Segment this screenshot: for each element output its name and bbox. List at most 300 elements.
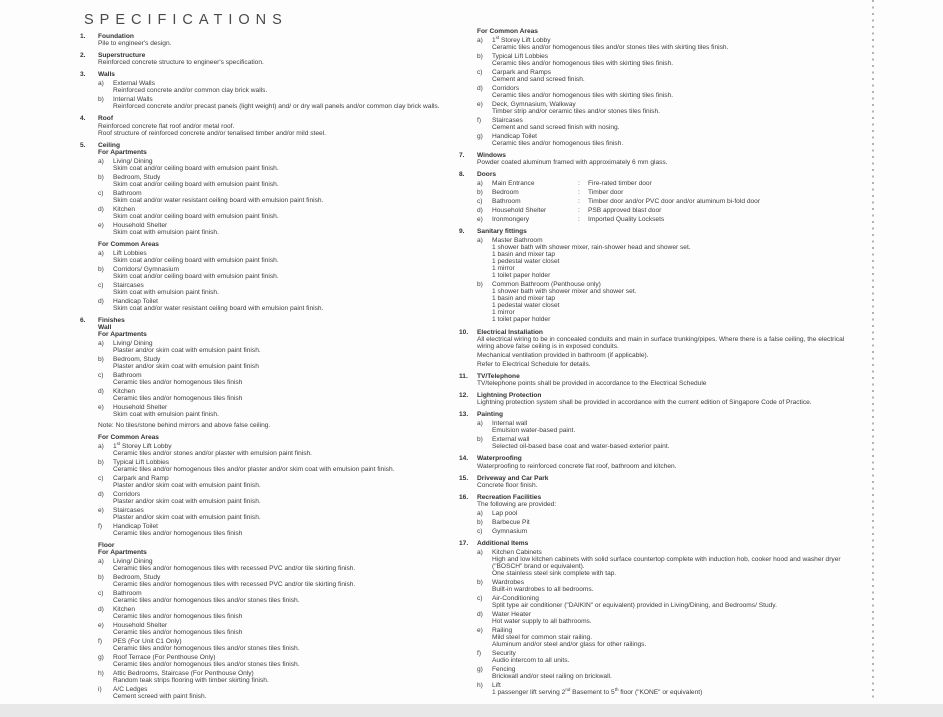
- item-description: Plaster and/or skim coat with emulsion paint finish.: [113, 514, 261, 522]
- item-label: Living/ Dining: [113, 157, 153, 165]
- spec-section-10: [459, 329, 857, 368]
- item-content: [492, 549, 857, 577]
- item-description: Selected oil-based base coat and water-based exterior paint.: [492, 443, 670, 451]
- item-letter: e): [98, 506, 104, 514]
- item-description: Skim coat with emulsion paint finish.: [113, 410, 219, 418]
- item-description: 1 mirror: [492, 264, 515, 272]
- spec-section-17: [459, 540, 857, 696]
- item-label: Household Shelter: [113, 403, 168, 411]
- section-body: [477, 237, 857, 324]
- spec-section-2: [80, 52, 450, 66]
- item-letter: d): [477, 206, 483, 214]
- item-content: [492, 69, 857, 83]
- list-item: [477, 510, 857, 517]
- section-heading: [459, 494, 857, 501]
- item-content: [492, 53, 857, 67]
- list-item: [98, 340, 450, 354]
- item-description: Ceramic tiles and/or homogenous tiles finish: [113, 530, 243, 538]
- item-description: Plaster and/or skim coat with emulsion paint finish.: [113, 482, 261, 490]
- item-letter: d): [98, 491, 104, 498]
- item-description: Audio intercom to all units.: [492, 656, 570, 664]
- subheading: For Apartments: [98, 549, 147, 557]
- text-line: Reinforced concrete structure to engineer's specification.: [98, 59, 264, 67]
- list-item: [477, 611, 857, 625]
- section-title: Doors: [477, 171, 497, 179]
- section-body: [477, 399, 857, 406]
- item-description: Ceramic tiles and/or homogenous tiles with skirting tiles finish.: [492, 91, 674, 99]
- item-letter: b): [98, 96, 104, 104]
- section-title: Additional Items: [477, 539, 529, 547]
- list-item: [98, 670, 450, 684]
- section-body: [477, 463, 857, 470]
- paragraph: [98, 123, 450, 137]
- door-row: [477, 189, 857, 196]
- item-description: Skim coat and/or water resistant ceiling board with emulsion paint finish.: [113, 196, 324, 204]
- item-label: Corridors/ Gymnasium: [113, 265, 179, 273]
- spec-section-continued: [459, 28, 857, 147]
- section-heading: [459, 228, 857, 235]
- spec-section-9: [459, 228, 857, 324]
- section-heading: [459, 152, 857, 159]
- section-title: Sanitary fittings: [477, 227, 527, 235]
- item-letter: c): [98, 475, 104, 483]
- section-title: Ceiling: [98, 141, 120, 149]
- paragraph: [98, 59, 450, 66]
- item-label: Household Shelter: [113, 221, 168, 229]
- list-item: [98, 590, 450, 604]
- item-letter: a): [98, 249, 104, 257]
- section-heading: [459, 475, 857, 482]
- section-number: 2.: [80, 52, 86, 60]
- item-letter: c): [98, 189, 104, 197]
- list-item: [98, 459, 450, 473]
- superscript: th: [614, 686, 619, 692]
- list-item: [98, 686, 450, 700]
- list-item: [98, 250, 450, 264]
- door-value: Imported Quality Locksets: [588, 215, 665, 223]
- item-label: Internal wall: [492, 420, 528, 428]
- item-label: Deck, Gymnasium, Walkway: [492, 100, 576, 108]
- item-description: Split type air conditioner ("DAIKIN" or equivalent) provided in Living/Dining, and Bedrooms/ Study.: [492, 601, 777, 609]
- item-letter: g): [477, 665, 483, 673]
- section-heading: [80, 142, 450, 149]
- list-item: [98, 356, 450, 370]
- item-description: Skim coat and/or water resistant ceiling board with emulsion paint finish.: [113, 304, 324, 312]
- item-description: 1 pedestal water closet: [492, 257, 560, 265]
- item-letter: b): [98, 265, 104, 273]
- item-content: [113, 686, 450, 700]
- item-label: Kitchen: [113, 205, 135, 213]
- list-item: [98, 440, 450, 458]
- section-body: [98, 40, 450, 47]
- list-item: [98, 80, 450, 94]
- section-title: Walls: [98, 71, 115, 79]
- item-letter: b): [477, 436, 483, 444]
- item-label: Fencing: [492, 665, 516, 673]
- item-content: [492, 682, 857, 696]
- item-description: Ceramic tiles and/or homogenous tiles finish: [113, 379, 243, 386]
- item-description: Skim coat and/or ceiling board with emulsion paint finish.: [113, 180, 279, 188]
- item-label: Kitchen: [113, 387, 135, 395]
- section-heading: [80, 317, 450, 324]
- item-letter: c): [477, 68, 483, 76]
- section-title: Windows: [477, 151, 506, 159]
- item-label: Gymnasium: [492, 527, 528, 535]
- item-description: 1 basin and mixer tap: [492, 295, 556, 303]
- section-body: [98, 123, 450, 137]
- item-description: Random teak strips flooring with timber skirting finish.: [113, 677, 269, 685]
- section-body: [477, 336, 857, 368]
- item-description: Reinforced concrete and/or common clay brick walls.: [113, 87, 268, 95]
- item-description: Ceramic tiles and/or homogenous tiles and/or stones tiles finish.: [113, 645, 300, 653]
- item-content: [113, 174, 450, 188]
- section-title: Lightning Protection: [477, 392, 542, 400]
- item-description: Cement screed with paint finish.: [113, 693, 207, 701]
- text-line: Reinforced concrete flat roof and/or metal roof.: [98, 122, 235, 130]
- section-title: Roof: [98, 115, 114, 123]
- item-content: [492, 595, 857, 609]
- item-label: Living/ Dining: [113, 339, 153, 347]
- section-number: 8.: [459, 171, 465, 179]
- list-item: [477, 549, 857, 577]
- section-title: Recreation Facilities: [477, 493, 542, 501]
- spec-section-3: [80, 71, 450, 110]
- section-title: Foundation: [98, 33, 134, 40]
- section-number: 5.: [80, 141, 86, 149]
- list-item: [477, 53, 857, 67]
- item-letter: b): [477, 578, 483, 586]
- section-heading: [459, 373, 857, 380]
- list-item: [477, 281, 857, 324]
- text-line: Mechanical ventilation provided in bathroom (if applicable).: [477, 351, 649, 359]
- item-description: 1 mirror: [492, 309, 515, 317]
- item-label: Carpark and Ramps: [492, 68, 552, 76]
- list-item: [98, 206, 450, 220]
- item-content: [113, 491, 450, 505]
- item-letter: c): [98, 590, 104, 598]
- paragraph: [477, 361, 857, 368]
- item-content: [492, 666, 857, 680]
- item-content: [492, 510, 857, 517]
- item-letter: b): [477, 52, 483, 60]
- item-description: 1 pedestal water closet: [492, 302, 560, 310]
- item-content: [113, 574, 450, 588]
- item-letter: f): [477, 116, 482, 124]
- item-label: Typical Lift Lobbies: [492, 52, 549, 60]
- item-letter: d): [98, 606, 104, 614]
- colon-separator: :: [578, 197, 580, 205]
- subheading: For Apartments: [98, 331, 147, 339]
- item-letter: a): [477, 236, 483, 244]
- item-label: Roof Terrace (For Penthouse Only): [113, 654, 216, 662]
- list-item: [98, 507, 450, 521]
- item-label: Lap pool: [492, 509, 518, 517]
- item-label: Handicap Toilet: [113, 522, 158, 530]
- list-item: [477, 34, 857, 51]
- item-content: [492, 237, 857, 280]
- item-content: [113, 404, 450, 418]
- section-body: [98, 80, 450, 110]
- text-line: Lightning protection system shall be provided in accordance with the current edition of Singapore Code of Practice.: [477, 399, 812, 407]
- section-body: [477, 482, 857, 489]
- section-body: [477, 159, 857, 166]
- section-number: 11.: [459, 373, 468, 380]
- item-content: [113, 475, 450, 489]
- item-description: Skim coat and/or ceiling board with emulsion paint finish.: [113, 212, 279, 220]
- text-line: Waterproofing to reinforced concrete flat roof, bathroom and kitchen.: [477, 462, 677, 470]
- item-letter: d): [477, 610, 483, 618]
- section-number: 15.: [459, 474, 469, 482]
- item-letter: b): [98, 459, 104, 467]
- text-line: Roof structure of reinforced concrete and/or tenalised timber and/or mild steel.: [98, 129, 326, 137]
- list-item: [98, 282, 450, 296]
- superscript: nd: [565, 686, 571, 692]
- colon-separator: :: [578, 215, 580, 223]
- list-item: [477, 420, 857, 434]
- item-label: Barbecue Pit: [492, 518, 530, 526]
- list-item: [477, 650, 857, 664]
- door-row: [477, 180, 857, 187]
- item-description: Skim coat and/or ceiling board with emulsion paint finish.: [113, 272, 279, 280]
- item-description: Ceramic tiles and/or homogenous tiles and/or stones tiles finish.: [113, 597, 300, 605]
- item-content: [113, 590, 450, 604]
- item-description: Brickwall and/or steel railing on brickwall.: [492, 672, 612, 680]
- list-item: [98, 158, 450, 172]
- item-content: [113, 282, 450, 296]
- page-edge-bottom: [0, 704, 943, 717]
- text-line: The following are provided:: [477, 500, 557, 508]
- door-value: Timber door: [588, 188, 624, 196]
- door-label: Household Shelter: [492, 206, 547, 214]
- list-item: [98, 475, 450, 489]
- section-heading: [459, 455, 857, 462]
- list-item: [98, 638, 450, 652]
- item-description: Plaster and/or skim coat with emulsion paint finish.: [113, 347, 261, 355]
- list-item: [477, 133, 857, 147]
- item-description: One stainless steel sink complete with tap.: [492, 569, 617, 577]
- item-letter: c): [477, 594, 483, 602]
- item-description: Cement and sand screed finish with nosing.: [492, 123, 620, 131]
- list-item: [98, 622, 450, 636]
- perforation-dashed-line: [872, 0, 874, 702]
- section-number: 16.: [459, 493, 469, 501]
- list-item: [477, 579, 857, 593]
- section-heading: [80, 115, 450, 122]
- item-label: Bedroom, Study: [113, 173, 161, 181]
- list-item: [98, 574, 450, 588]
- item-letter: c): [98, 371, 104, 379]
- paragraph: [477, 352, 857, 359]
- door-label: Main Entrance: [492, 180, 535, 188]
- list-item: [477, 436, 857, 450]
- item-label: Water Heater: [492, 610, 531, 618]
- spec-section-14: [459, 455, 857, 469]
- item-label: Railing: [492, 626, 513, 634]
- section-body: [477, 180, 857, 223]
- item-letter: g): [98, 654, 104, 662]
- section-title: Finishes: [98, 316, 125, 324]
- item-letter: f): [477, 649, 482, 657]
- door-row: [477, 216, 857, 223]
- section-body: [98, 59, 450, 66]
- spec-section-11: [459, 373, 857, 387]
- page-title: SPECIFICATIONS: [84, 12, 288, 28]
- item-label: Attic Bedrooms, Staircase (For Penthouse Only): [113, 670, 254, 678]
- item-content: [113, 523, 450, 537]
- subheading: For Common Areas: [98, 240, 159, 248]
- item-description: Ceramic tiles and/or homogenous tiles finish: [113, 394, 243, 402]
- item-content: [492, 436, 857, 450]
- paragraph: [477, 399, 857, 406]
- spec-section-6: [80, 317, 450, 700]
- item-label: Bedroom, Study: [113, 355, 161, 363]
- item-description: Aluminum and/or steel and/or glass for other railings.: [492, 640, 647, 648]
- text-line: TV/telephone points shall be provided in accordance to the Electrical Schedule: [477, 380, 707, 388]
- section-number: 17.: [459, 539, 469, 547]
- spec-section-5: [80, 142, 450, 312]
- list-item: [477, 69, 857, 83]
- item-letter: d): [98, 205, 104, 213]
- item-label: Bathroom: [113, 189, 142, 197]
- item-label: A/C Ledges: [113, 686, 148, 694]
- section-heading: [459, 540, 857, 547]
- item-label: Staircases: [492, 116, 523, 124]
- section-title: Electrical Installation: [477, 328, 543, 336]
- item-letter: d): [98, 297, 104, 305]
- door-row: [477, 207, 857, 214]
- door-label: Bedroom: [492, 188, 519, 196]
- item-label: Kitchen Cabinets: [492, 548, 542, 556]
- item-description: Hot water supply to all bathrooms.: [492, 617, 592, 625]
- list-item: [477, 101, 857, 115]
- spec-section-16: [459, 494, 857, 535]
- item-label: External Walls: [113, 80, 155, 88]
- list-item: [98, 372, 450, 386]
- list-item: [477, 85, 857, 99]
- item-letter: a): [98, 157, 104, 165]
- section-number: 1.: [80, 33, 86, 40]
- item-label: Bathroom: [113, 590, 142, 598]
- item-content: [492, 650, 857, 664]
- item-label: Carpark and Ramp: [113, 475, 169, 483]
- item-letter: a): [477, 420, 483, 428]
- list-item: [98, 523, 450, 537]
- item-letter: e): [477, 215, 483, 223]
- paragraph: [477, 380, 857, 387]
- item-letter: c): [477, 527, 483, 535]
- item-content: [113, 670, 450, 684]
- item-description: 1 basin and mixer tap: [492, 250, 556, 258]
- item-content: [113, 206, 450, 220]
- section-body: [477, 28, 857, 147]
- list-item: [98, 298, 450, 312]
- item-label: 1st Storey Lift Lobby: [492, 34, 551, 44]
- section-body: [477, 501, 857, 535]
- list-item: [477, 682, 857, 696]
- subheading: Floor: [98, 542, 115, 550]
- item-content: [492, 420, 857, 434]
- section-number: 9.: [459, 227, 465, 235]
- list-item: [98, 190, 450, 204]
- item-letter: e): [477, 626, 483, 634]
- item-letter: a): [477, 36, 483, 44]
- item-letter: d): [477, 84, 483, 92]
- text-line: Powder coated aluminum framed with approximately 6 mm glass.: [477, 159, 668, 167]
- item-content: [113, 388, 450, 402]
- item-label: Bedroom, Study: [113, 574, 161, 582]
- item-description: Emulsion water-based paint.: [492, 427, 576, 435]
- section-number: 6.: [80, 316, 86, 324]
- item-content: [492, 85, 857, 99]
- list-item: [477, 595, 857, 609]
- item-description: Ceramic tiles and/or homogenous tiles with skirting tiles finish.: [492, 59, 674, 67]
- item-letter: c): [477, 197, 483, 205]
- text-line: Concrete floor finish.: [477, 481, 538, 489]
- item-description: Ceramic tiles and/or homogenous tiles and/or stones tiles with skirting tiles finish.: [492, 43, 729, 51]
- item-label: Master Bathroom: [492, 236, 543, 244]
- item-letter: b): [98, 173, 104, 181]
- item-description: Ceramic tiles and/or homogenous tiles with recessed PVC and/or tile skirting finish.: [113, 581, 356, 589]
- item-content: [113, 558, 450, 572]
- text-line: Refer to Electrical Schedule for details.: [477, 360, 591, 368]
- item-description: Ceramic tiles and/or stones and/or plaster with emulsion paint finish.: [113, 450, 313, 458]
- paragraph: [477, 482, 857, 489]
- item-letter: a): [98, 80, 104, 88]
- item-content: [113, 340, 450, 354]
- paragraph: [477, 501, 857, 508]
- item-label: Typical Lift Lobbies: [113, 459, 170, 467]
- item-label: Corridors: [113, 491, 141, 498]
- item-letter: i): [98, 686, 102, 694]
- spec-section-13: [459, 411, 857, 450]
- text-line: All electrical wiring to be in concealed conduits and main in surface trunking/pipes. Where there is a false ceiling, the electrical wiring above false ceiling is in exposed conduits.: [477, 335, 845, 350]
- spec-section-12: [459, 392, 857, 406]
- item-description: Ceramic tiles and/or homogenous tiles and/or plaster and/or skim coat with emulsion paint finish.: [113, 466, 395, 474]
- item-letter: f): [98, 638, 103, 646]
- item-content: [113, 266, 450, 280]
- door-label: Ironmongery: [492, 215, 530, 223]
- item-label: Air-Conditioning: [492, 594, 539, 602]
- item-description: Plaster and/or skim coat with emulsion paint finish.: [113, 498, 261, 506]
- list-item: [98, 491, 450, 505]
- subheading: For Common Areas: [477, 28, 538, 35]
- item-description: Skim coat and/or ceiling board with emulsion paint finish.: [113, 164, 279, 172]
- item-letter: a): [98, 558, 104, 566]
- item-letter: e): [477, 100, 483, 108]
- item-content: [113, 459, 450, 473]
- item-content: [492, 528, 857, 535]
- item-content: [492, 611, 857, 625]
- item-letter: a): [477, 180, 483, 188]
- item-label: Corridors: [492, 84, 520, 92]
- item-content: [492, 519, 857, 526]
- item-label: Internal Walls: [113, 96, 153, 104]
- item-label: Kitchen: [113, 606, 135, 614]
- item-label: Staircases: [113, 506, 144, 514]
- item-label: Lift: [492, 681, 501, 689]
- section-heading: [459, 171, 857, 178]
- item-description: 1 passenger lift serving 2nd Basement to 5th floor ("KONE" or equivalent): [492, 686, 703, 696]
- section-title: Painting: [477, 411, 504, 419]
- item-letter: f): [98, 522, 103, 530]
- item-content: [113, 222, 450, 236]
- item-letter: e): [98, 221, 104, 229]
- item-letter: a): [98, 339, 104, 347]
- section-number: 4.: [80, 115, 86, 123]
- item-description: Timber strip and/or ceramic tiles and/or stones tiles finish.: [492, 107, 660, 115]
- item-content: [113, 158, 450, 172]
- list-item: [98, 174, 450, 188]
